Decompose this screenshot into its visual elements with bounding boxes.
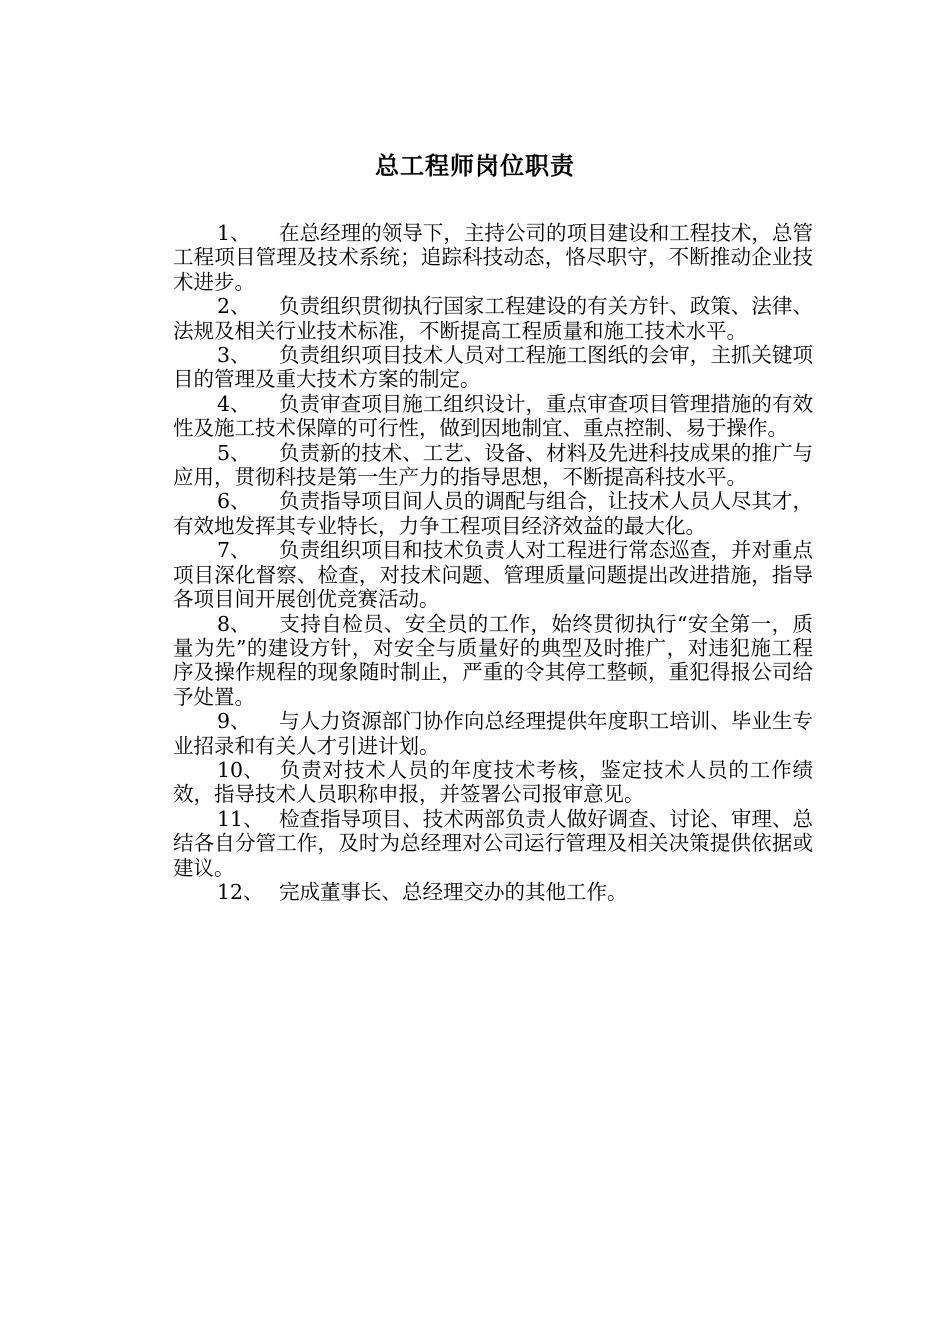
item-number: 1、 bbox=[217, 221, 251, 245]
item-text: 负责指导项目间人员的调配与组合，让技术人员人尽其才，有效地发挥其专业特长，力争工程项目经济效益的最大化。 bbox=[173, 489, 813, 538]
item-number: 8、 bbox=[217, 611, 251, 636]
item-number: 10、 bbox=[217, 757, 264, 782]
item-text: 负责组织项目和技术负责人对工程进行常态巡查，并对重点项目深化督察、检查，对技术问题、管理质量问题提出改进措施，指导各项目间开展创优竞赛活动。 bbox=[173, 538, 813, 612]
page-title: 总工程师岗位职责 bbox=[375, 152, 575, 181]
item-number: 4、 bbox=[217, 391, 251, 416]
list-item bbox=[173, 758, 813, 807]
list-item bbox=[173, 880, 813, 904]
list-item bbox=[173, 538, 813, 611]
list-item bbox=[173, 709, 813, 758]
item-text: 与人力资源部门协作向总经理提供年度职工培训、毕业生专业招录和有关人才引进计划。 bbox=[173, 709, 813, 758]
item-text: 完成董事长、总经理交办的其他工作。 bbox=[279, 879, 628, 904]
list-item bbox=[173, 489, 813, 538]
item-text: 在总经理的领导下，主持公司的项目建设和工程技术，总管工程项目管理及技术系统；追踪科技动态，恪尽职守，不断推动企业技术进步。 bbox=[173, 221, 813, 294]
item-number: 9、 bbox=[217, 709, 251, 734]
list-item bbox=[173, 221, 813, 294]
item-text: 负责审查项目施工组织设计，重点审查项目管理措施的有效性及施工技术保障的可行性，做到因地制宜、重点控制、易于操作。 bbox=[173, 391, 813, 441]
item-text: 负责组织贯彻执行国家工程建设的有关方针、政策、法律、法规及相关行业技术标准，不断提高工程质量和施工技术水平。 bbox=[173, 294, 813, 343]
list-item bbox=[173, 294, 813, 343]
item-number: 3、 bbox=[217, 343, 251, 368]
list-item bbox=[173, 612, 813, 710]
item-number: 6、 bbox=[217, 489, 251, 514]
item-text: 支持自检员、安全员的工作，始终贯彻执行“安全第一，质量为先”的建设方针，对安全与质量好的典型及时推广，对违犯施工程序及操作规程的现象随时制止，严重的令其停工整顿，重犯得报公司给予处置。 bbox=[173, 611, 813, 709]
duty-list bbox=[173, 221, 813, 904]
list-item bbox=[173, 343, 813, 392]
list-item bbox=[173, 392, 813, 441]
item-text: 负责对技术人员的年度技术考核，鉴定技术人员的工作绩效，指导技术人员职称申报，并签署公司报审意见。 bbox=[173, 757, 813, 807]
item-text: 负责组织项目技术人员对工程施工图纸的会审，主抓关键项目的管理及重大技术方案的制定。 bbox=[173, 343, 813, 392]
item-number: 11、 bbox=[217, 806, 264, 831]
item-number: 2、 bbox=[217, 294, 251, 319]
item-text: 负责新的技术、工艺、设备、材料及先进科技成果的推广与应用，贯彻科技是第一生产力的指导思想，不断提高科技水平。 bbox=[173, 440, 813, 490]
item-text: 检查指导项目、技术两部负责人做好调查、讨论、审理、总结各自分管工作，及时为总经理对公司运行管理及相关决策提供依据或建议。 bbox=[173, 806, 813, 880]
list-item bbox=[173, 441, 813, 490]
list-item bbox=[173, 807, 813, 880]
item-number: 7、 bbox=[217, 538, 251, 563]
item-number: 12、 bbox=[217, 879, 264, 904]
item-number: 5、 bbox=[217, 440, 251, 465]
